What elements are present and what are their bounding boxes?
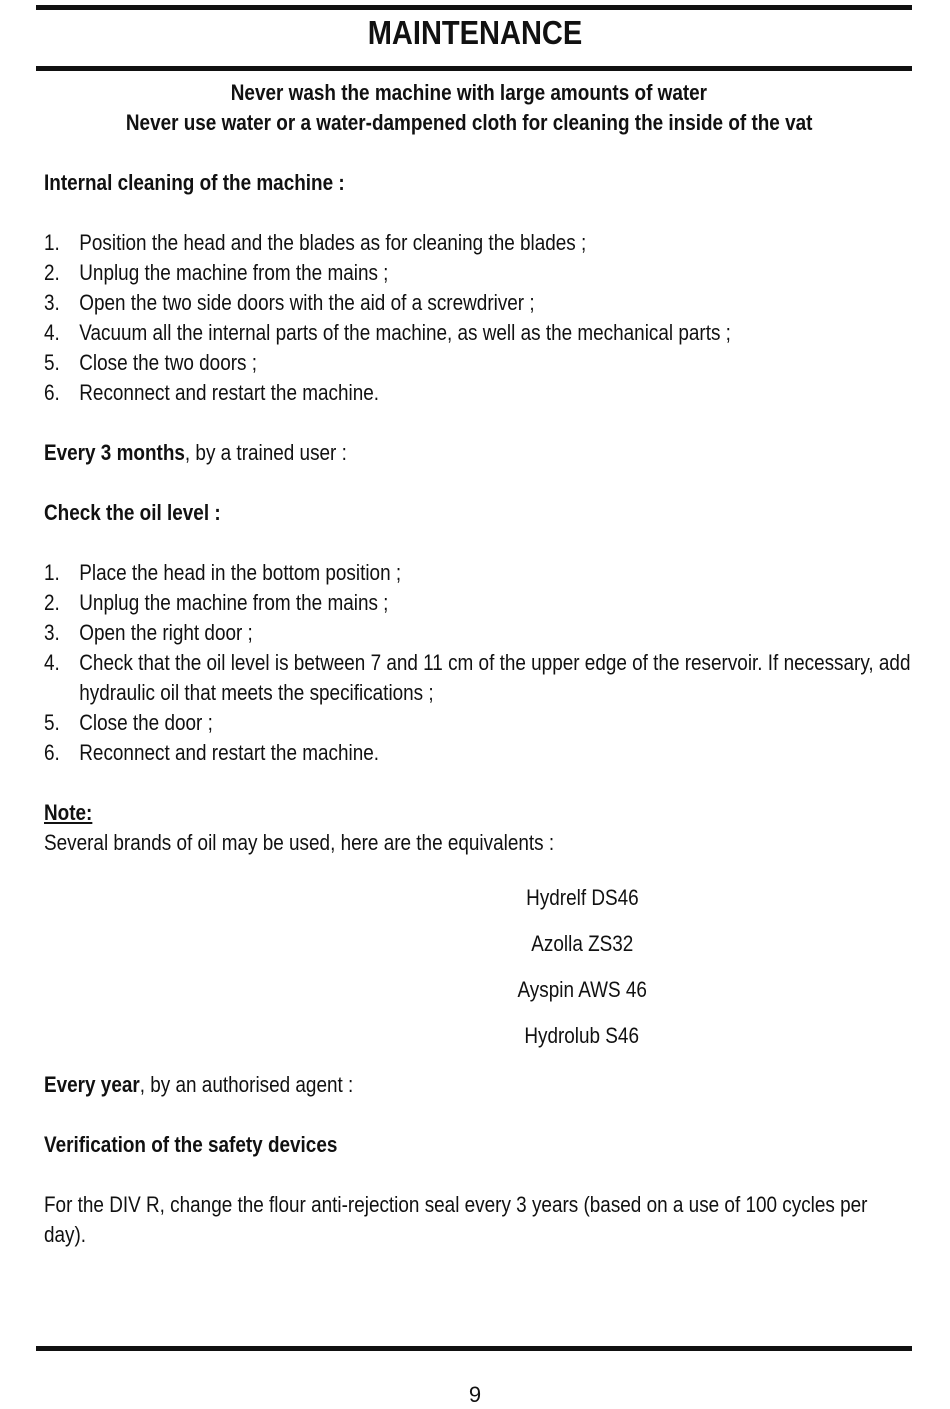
list-item: Hydrelf DS46: [525, 885, 639, 910]
note-text: Several brands of oil may be used, here are the equivalents :: [44, 830, 555, 855]
warning-line-1: Never wash the machine with large amounts of water: [230, 80, 708, 105]
lower-section: [44, 1070, 895, 1250]
list-item: 6. Reconnect and restart the machine.: [44, 740, 379, 765]
oil-check-steps: [44, 558, 913, 768]
every-year-line: Every year, by an authorised agent :: [44, 1072, 354, 1097]
internal-cleaning-steps: [44, 228, 895, 408]
div-r-text: For the DIV R, change the flour anti-rejection seal every 3 years (based on a use of 100 cycles per day).: [44, 1192, 868, 1247]
list-item: 1. Place the head in the bottom position ;: [44, 560, 402, 585]
warning-line-2: Never use water or a water-dampened cloth for cleaning the inside of the vat: [125, 110, 813, 135]
list-item: 3. Open the right door ;: [44, 620, 253, 645]
list-item: 6. Reconnect and restart the machine.: [44, 380, 379, 405]
list-item: 5. Close the door ;: [44, 710, 213, 735]
every-3-months-line: Every 3 months, by a trained user :: [44, 440, 347, 465]
list-item: 2. Unplug the machine from the mains ;: [44, 260, 389, 285]
list-item: 4. Vacuum all the internal parts of the machine, as well as the mechanical parts ;: [44, 320, 731, 345]
list-item: Hydrolub S46: [524, 1023, 640, 1048]
main-content: [44, 78, 911, 858]
list-item: 5. Close the two doors ;: [44, 350, 257, 375]
list-item: 3. Open the two side doors with the aid of a screwdriver ;: [44, 290, 535, 315]
warning-block: [39, 78, 899, 138]
note-title: Note:: [44, 800, 93, 825]
list-item: 4. Check that the oil level is between 7 and 11 cm of the upper edge of the reservoir. If necessary, add hydraulic oil that meets the specifications ;: [44, 650, 911, 705]
list-item: 2. Unplug the machine from the mains ;: [44, 590, 389, 615]
safety-heading: Verification of the safety devices: [44, 1132, 338, 1157]
internal-cleaning-heading: Internal cleaning of the machine :: [44, 170, 345, 195]
page-number: 9: [468, 1382, 482, 1407]
title-rule: [36, 66, 912, 71]
oil-equivalents-list: [470, 875, 694, 1059]
page-title: MAINTENANCE: [367, 14, 583, 51]
internal-cleaning-section: [44, 168, 911, 858]
list-item: Azolla ZS32: [530, 931, 634, 956]
bottom-rule: [36, 1346, 912, 1351]
list-item: 1. Position the head and the blades as for cleaning the blades ;: [44, 230, 587, 255]
top-rule: [36, 5, 912, 10]
list-item: Ayspin AWS 46: [517, 977, 647, 1002]
oil-check-heading: Check the oil level :: [44, 500, 221, 525]
